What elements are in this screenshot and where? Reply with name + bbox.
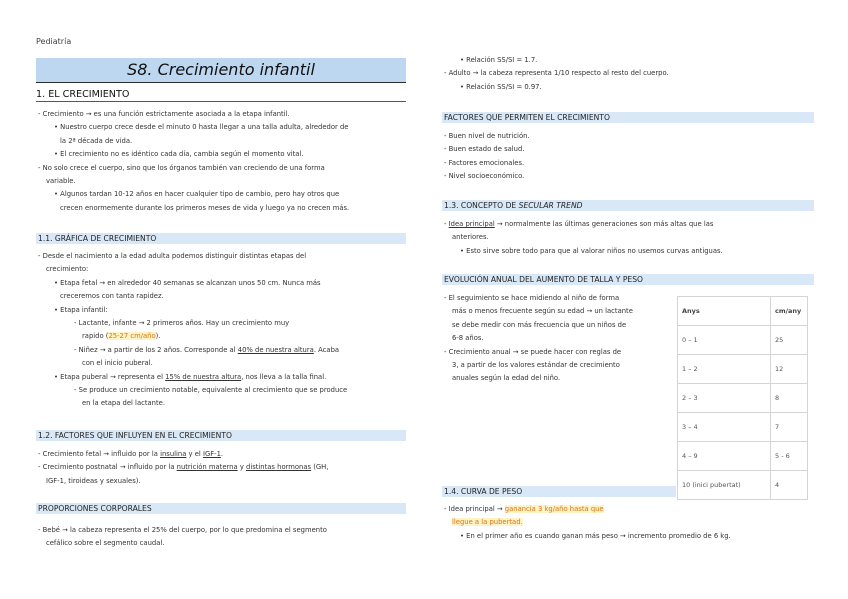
section-heading-curva-peso: 1.4. CURVA DE PESO bbox=[442, 486, 676, 497]
list-item: • Etapa infantil: bbox=[54, 305, 108, 314]
table-row: 10 (inici pubertat) 4 bbox=[678, 471, 808, 500]
section-heading-proporciones: PROPORCIONES CORPORALES bbox=[36, 503, 406, 514]
section-heading-permiten: FACTORES QUE PERMITEN EL CRECIMIENTO bbox=[442, 112, 814, 123]
page-title: S8. Crecimiento infantil bbox=[36, 58, 406, 83]
list-item: - No solo crece el cuerpo, sino que los órganos también van creciendo de una forma bbox=[38, 163, 325, 172]
list-item: - Idea principal → ganancia 3 kg/año hasta que bbox=[444, 505, 604, 513]
list-item: - Crecimiento postnatal → influido por la nutrición materna y distintas hormonas (GH, bbox=[38, 463, 329, 472]
list-item: - Crecimiento fetal → influido por la insulina y el IGF-1. bbox=[38, 450, 224, 458]
growth-rate-table bbox=[677, 296, 808, 500]
list-item: - Lactante, infante → 2 primeros años. Hay un crecimiento muy bbox=[74, 319, 290, 328]
proporciones-cont bbox=[442, 54, 822, 94]
list-item: - Factores emocionales. bbox=[444, 158, 525, 167]
list-item: - Idea principal → normalmente las últimas generaciones son más altas que las bbox=[444, 220, 714, 228]
list-item: - Buen estado de salud. bbox=[444, 145, 525, 154]
list-item-cont: con el inicio puberal. bbox=[82, 359, 153, 368]
highlight: 25-27 cm/año bbox=[108, 332, 156, 341]
highlight: llegue a la pubertad. bbox=[452, 518, 523, 527]
table-header: Anys bbox=[678, 297, 771, 326]
list-item: - Bebé → la cabeza representa el 25% del cuerpo, por lo que predomina el segmento bbox=[38, 526, 327, 534]
list-item: - Crecimiento → es una función estrictamente asociada a la etapa infantil. bbox=[38, 110, 290, 118]
list-item: • En el primer año es cuando ganan más peso → incremento promedio de 6 kg. bbox=[460, 531, 731, 540]
section-heading-factores: 1.2. FACTORES QUE INFLUYEN EN EL CRECIMIENTO bbox=[36, 430, 406, 441]
table-row: 3 – 4 7 bbox=[678, 413, 808, 442]
list-item-cont: la 2ª década de vida. bbox=[60, 136, 133, 145]
list-item: - Nivel socioeconómico. bbox=[444, 172, 525, 181]
list-item-cont: 6-8 años. bbox=[452, 334, 484, 343]
section-grafica-body bbox=[36, 250, 408, 411]
section-heading-secular: 1.3. CONCEPTO DE SECULAR TREND bbox=[442, 200, 814, 211]
list-item-cont: anuales según la edad del niño. bbox=[452, 374, 561, 383]
subject-label: Pediatría bbox=[36, 37, 72, 46]
list-item-cont: más o menos frecuente según su edad → un lactante bbox=[452, 307, 633, 316]
list-item: - Niñez → a partir de los 2 años. Corresponde al 40% de nuestra altura. Acaba bbox=[74, 345, 340, 354]
list-item: - Buen nivel de nutrición. bbox=[444, 132, 530, 140]
table-header-row bbox=[678, 297, 808, 326]
list-item: - El seguimiento se hace midiendo al niño de forma bbox=[444, 294, 620, 302]
list-item: - Adulto → la cabeza representa 1/10 respecto al resto del cuerpo. bbox=[444, 69, 669, 78]
section-heading-grafica: 1.1. GRÁFICA DE CRECIMIENTO bbox=[36, 233, 406, 244]
table-header: cm/any bbox=[771, 297, 808, 326]
list-item: - Se produce un crecimiento notable, equivalente al crecimiento que se produce bbox=[74, 386, 348, 395]
list-item: • Relación SS/SI = 0.97. bbox=[460, 82, 542, 91]
evolucion-body bbox=[442, 292, 674, 386]
list-item: • Relación SS/SI = 1.7. bbox=[460, 56, 538, 64]
list-item-cont: IGF-1, tiroideas y sexuales). bbox=[46, 476, 141, 485]
section-crecimiento-body bbox=[36, 108, 408, 215]
list-item: • El crecimiento no es idéntico cada día, cambia según el momento vital. bbox=[54, 150, 304, 159]
list-item-cont bbox=[442, 516, 822, 529]
list-item-cont: crecen enormemente durante los primeros meses de vida y luego ya no crecen más. bbox=[60, 203, 350, 212]
highlight: ganancia 3 kg/año hasta que bbox=[504, 505, 604, 513]
table-row: 4 – 9 5 - 6 bbox=[678, 442, 808, 471]
list-item-cont: se debe medir con más frecuencia que un niños de bbox=[452, 320, 627, 329]
list-item-cont: en la etapa del lactante. bbox=[82, 399, 165, 408]
list-item: • Algunos tardan 10-12 años en hacer cualquier tipo de cambio, pero hay otros que bbox=[54, 190, 340, 199]
curva-peso-body bbox=[442, 503, 822, 543]
list-item-cont: anteriores. bbox=[452, 233, 489, 242]
table-row: 1 – 2 12 bbox=[678, 355, 808, 384]
table-row: 2 – 3 8 bbox=[678, 384, 808, 413]
table-row: 0 – 1 25 bbox=[678, 326, 808, 355]
secular-body bbox=[442, 218, 822, 258]
list-item-cont: variable. bbox=[46, 177, 76, 186]
list-item: - Desde el nacimiento a la edad adulta podemos distinguir distintas etapas del bbox=[38, 252, 307, 260]
list-item: • Esto sirve sobre todo para que al valorar niños no usemos curvas antiguas. bbox=[460, 246, 723, 255]
list-item: - Crecimiento anual → se puede hacer con reglas de bbox=[444, 347, 622, 356]
list-item: • Nuestro cuerpo crece desde el minuto 0 hasta llegar a una talla adulta, alrededor de bbox=[54, 123, 349, 132]
section-proporciones-body bbox=[36, 524, 408, 551]
list-item-cont: creceremos con tanta rapidez. bbox=[60, 292, 164, 301]
list-item-cont: cefálico sobre el segmento caudal. bbox=[46, 539, 165, 548]
list-item: • Etapa fetal → en alrededor 40 semanas se alcanzan unos 50 cm. Nunca más bbox=[54, 278, 321, 287]
section-factores-body bbox=[36, 448, 408, 488]
section-heading-crecimiento: 1. EL CRECIMIENTO bbox=[36, 89, 406, 102]
permiten-list bbox=[442, 130, 822, 184]
list-item: • Etapa puberal → representa el 15% de nuestra altura, nos lleva a la talla final. bbox=[54, 372, 327, 381]
list-item-cont: crecimiento: bbox=[46, 265, 89, 274]
list-item-cont: 3, a partir de los valores estándar de crecimiento bbox=[452, 361, 620, 370]
list-item-cont: rapido (25-27 cm/año). bbox=[82, 332, 161, 341]
section-heading-evolucion: EVOLUCIÓN ANUAL DEL AUMENTO DE TALLA Y PESO bbox=[442, 274, 814, 285]
